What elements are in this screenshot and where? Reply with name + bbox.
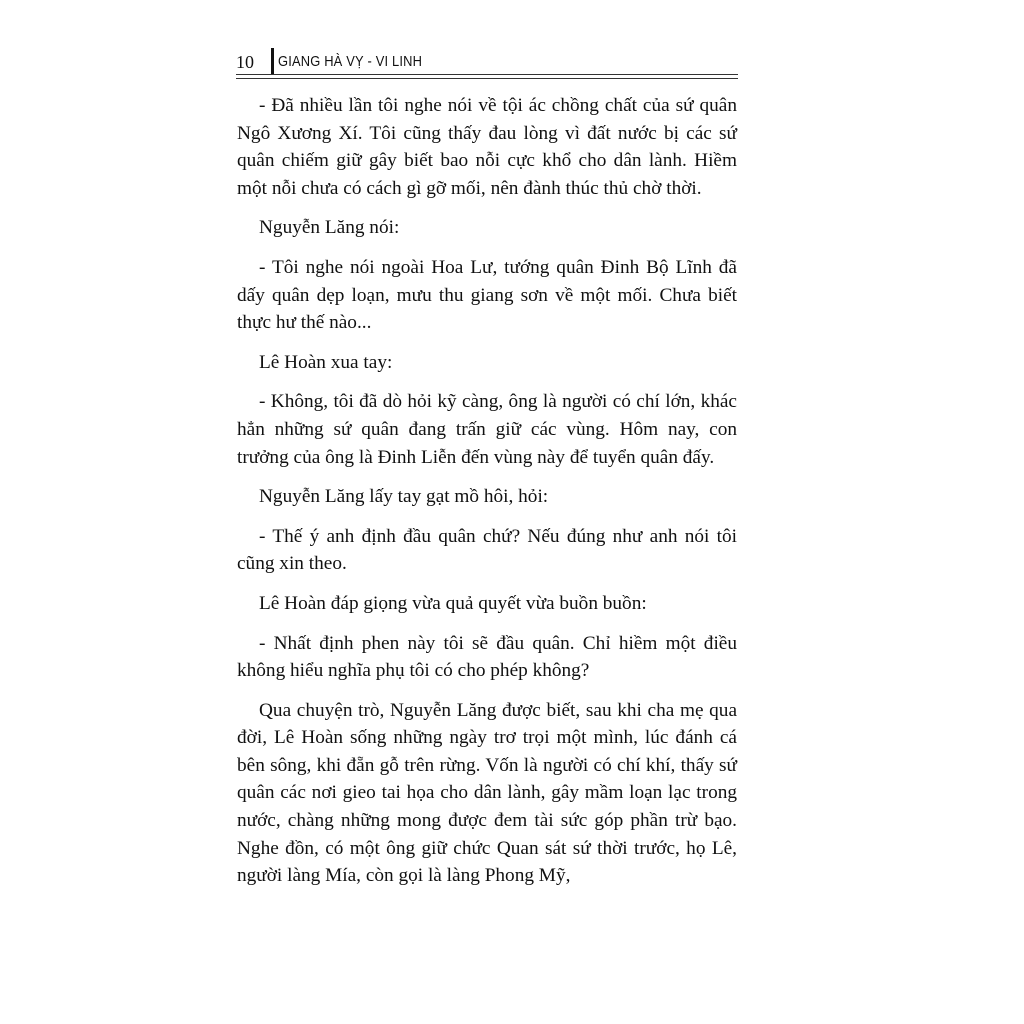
page-number: 10 [236,52,254,72]
paragraph: - Đã nhiều lần tôi nghe nói về tội ác chồng chất của sứ quân Ngô Xương Xí. Tôi cũng thấy đau lòng vì đất nước bị các sứ quân chiếm giữ gây biết bao nỗi cực khổ cho dân lành. Hiềm một nỗi chưa có cách gì gỡ mối, nên đành thúc thủ chờ thời. [237,95,737,199]
paragraph: - Nhất định phen này tôi sẽ đầu quân. Chỉ hiềm một điều không hiểu nghĩa phụ tôi có cho phép không? [237,632,737,682]
paragraph: - Thế ý anh định đầu quân chứ? Nếu đúng như anh nói tôi cũng xin theo. [237,525,737,575]
page-body [237,92,737,902]
paragraph: - Không, tôi đã dò hỏi kỹ càng, ông là người có chí lớn, khác hẳn những sứ quân đang trấn giữ các vùng. Hôm nay, con trưởng của ông là Đinh Liễn đến vùng này để tuyển quân đấy. [237,391,737,468]
paragraph: Lê Hoàn xua tay: [259,351,393,373]
header-title: GIANG HÀ VỴ - VI LINH [278,53,423,70]
paragraph: Nguyễn Lăng nói: [259,217,400,239]
running-header [236,48,738,76]
header-divider [271,48,274,74]
paragraph: Lê Hoàn đáp giọng vừa quả quyết vừa buồn buồn: [259,592,647,614]
header-rule [236,74,738,79]
paragraph: Qua chuyện trò, Nguyễn Lăng được biết, sau khi cha mẹ qua đời, Lê Hoàn sống những ngày trơ trọi một mình, lúc đánh cá bên sông, khi đẵn gỗ trên rừng. Vốn là người có chí khí, thấy sứ quân các nơi gieo tai họa cho dân lành, gây mầm loạn lạc trong nước, chàng những mong được đem tài sức góp phần trừ bạo. Nghe đồn, có một ông giữ chức Quan sát sứ thời trước, họ Lê, người làng Mía, còn gọi là làng Phong Mỹ, [237,699,737,887]
paragraph: Nguyễn Lăng lấy tay gạt mồ hôi, hỏi: [259,486,549,508]
paragraph: - Tôi nghe nói ngoài Hoa Lư, tướng quân Đinh Bộ Lĩnh đã dấy quân dẹp loạn, mưu thu giang sơn về một mối. Chưa biết thực hư thế nào... [237,256,737,334]
